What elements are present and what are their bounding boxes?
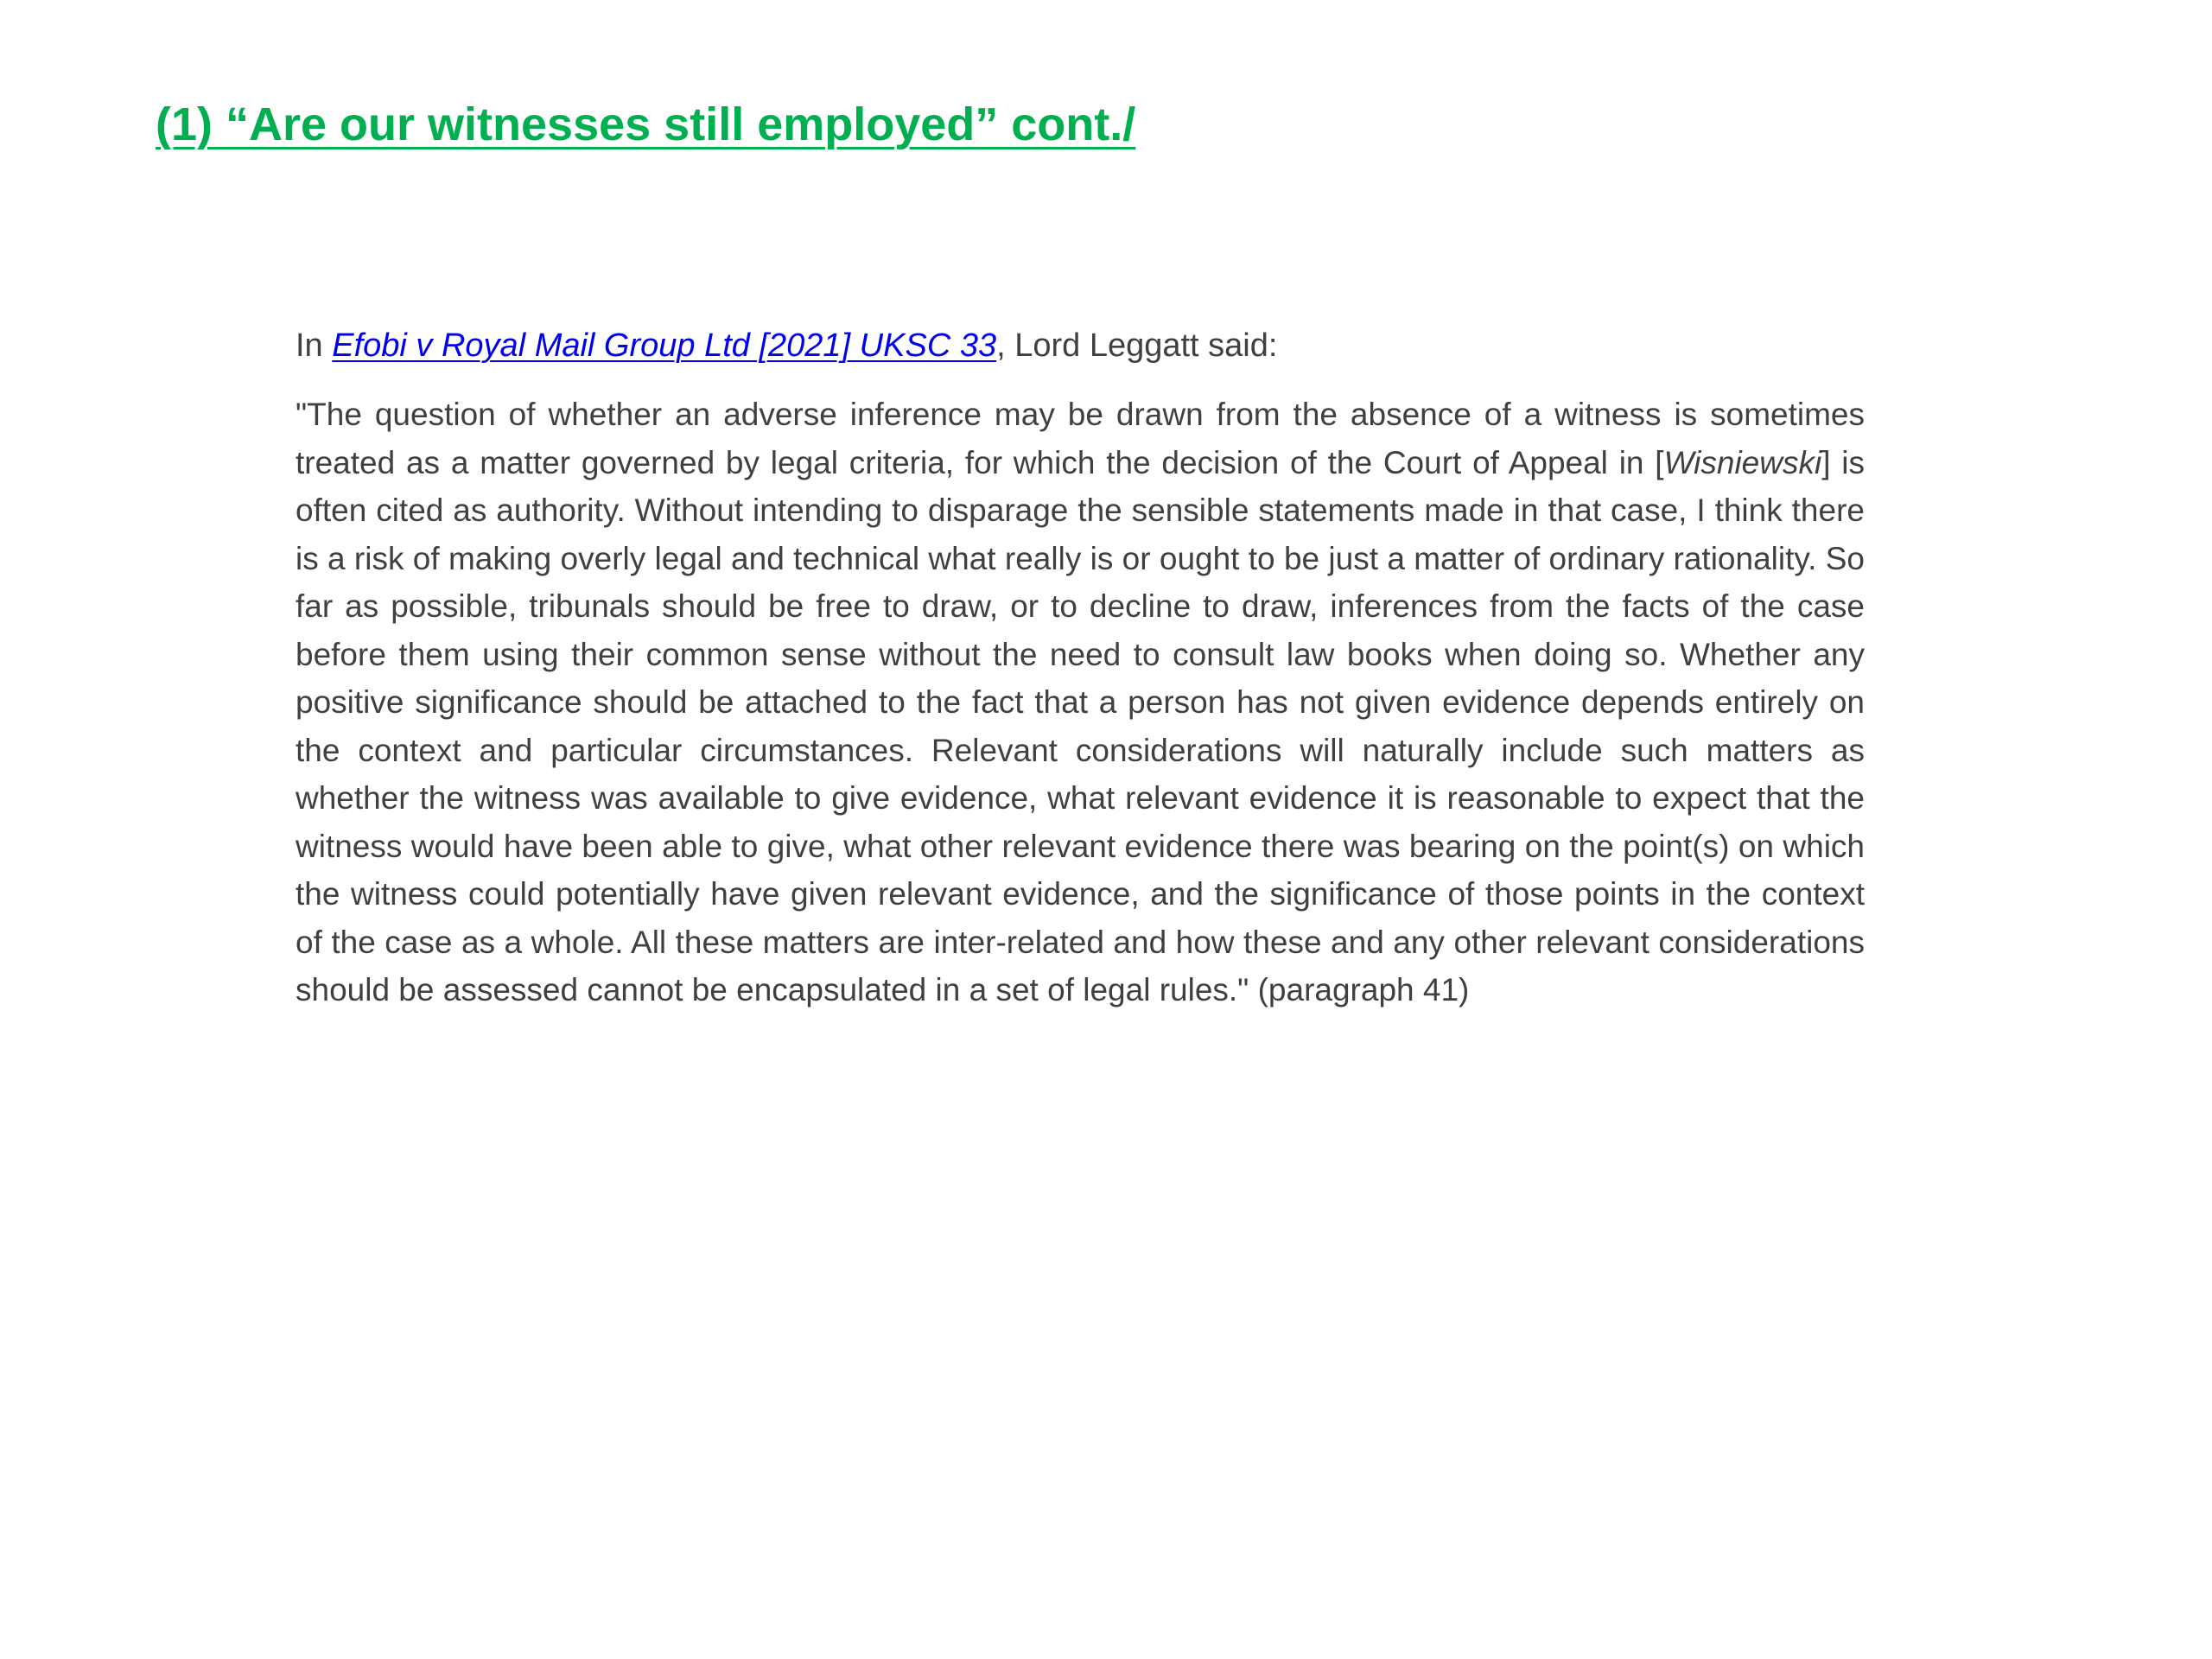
slide-body <box>296 321 1865 1014</box>
judgment-quote <box>296 391 1865 1014</box>
quote-text-part1: "The question of whether an adverse inference may be drawn from the absence of a witness is sometimes treated as a matter governed by legal criteria, for which the decision of the Court of Appeal in [ <box>296 397 1865 480</box>
intro-suffix: , Lord Leggatt said: <box>996 327 1278 364</box>
slide-title: (1) “Are our witnesses still employed” cont./ <box>156 99 1136 150</box>
case-citation-link[interactable]: Efobi v Royal Mail Group Ltd [2021] UKSC 33 <box>332 327 997 364</box>
intro-prefix: In <box>296 327 333 364</box>
intro-line <box>296 321 1865 370</box>
quote-case-name: Wisniewski <box>1663 444 1822 480</box>
quote-text-part2: ] is often cited as authority. Without intending to disparage the sensible statements made in that case, I think there is a risk of making overly legal and technical what really is or ought to be just a matter of ordinary rationality. So far as possible, tribunals should be free to draw, or to decline to draw, inferences from the facts of the case before them using their common sense without the need to consult law books when doing so. Whether any positive significance should be attached to the fact that a person has not given evidence depends entirely on the context and particular circumstances. Relevant considerations will naturally include such matters as whether the witness was available to give evidence, what relevant evidence it is reasonable to expect that the witness would have been able to give, what other relevant evidence there was bearing on the point(s) on which the witness could potentially have given relevant evidence, and the significance of those points in the context of the case as a whole. All these matters are inter-related and how these and any other relevant considerations should be assessed cannot be encapsulated in a set of legal rules." (paragraph 41) <box>296 444 1865 1007</box>
